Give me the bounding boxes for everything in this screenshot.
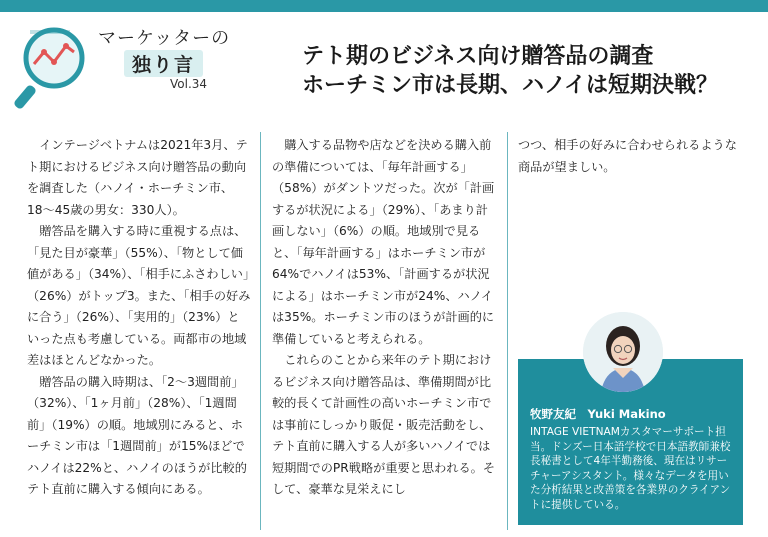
author-name: 牧野友紀 Yuki Makino: [530, 407, 666, 421]
series-title: マーケッターの: [98, 28, 231, 49]
article-column-1: [27, 135, 251, 501]
author-bio: INTAGE VIETNAMカスタマーサポート担当。ドンズー日本語学校で日本語教師兼校長秘書として4年半勤務後、現在はリサーチャーアシスタント。様々なデータを用いた分析結果と改善策を各業界のクライアントに提供している。: [530, 426, 731, 511]
paragraph: 購入する品物や店などを決める購入前の準備については、「毎年計画する」（58%）がダントツだった。次が「計画するが状況による」（29%）、「あまり計画しない」（6%）の順。地域別で見ると、「毎年計画する」はホーチミン市が64%でハノイは53%、「計画するが状況による」はホーチミン市が24%、ハノイは35%。ホーチミン市のほうが計画的に準備していると考えられる。: [272, 138, 495, 346]
series-subtitle: 独り言: [124, 50, 203, 77]
column-divider: [260, 132, 261, 530]
paragraph: これらのことから来年のテト期におけるビジネス向け贈答品は、準備期間が比較的長くて計画性の高いホーチミン市では事前にしっかり販促・販売活動をし、テト直前に購入する人が多いハノイでは短期間でのPR戦略が重要と思われる。そして、豪華な見栄えにし: [272, 353, 496, 496]
column-divider: [507, 132, 508, 530]
headline-line-2: ホーチミン市は長期、ハノイは短期決戦？: [302, 73, 719, 98]
author-photo: [583, 312, 663, 392]
top-accent-bar: [0, 0, 768, 12]
paragraph: インテージベトナムは2021年3月、テト期におけるビジネス向け贈答品の動向を調査した（ハノイ・ホーチミン市、18〜45歳の男女：330人）。: [27, 138, 248, 217]
article-column-2: [272, 135, 498, 501]
paragraph: 贈答品の購入時期は、「2〜3週間前」（32%）、「1ヶ月前」（28%）、「1週間前」（19%）の順。地域別にみると、ホーチミン市は「1週間前」が15%ほどでハノイは22%と、ハノイのほうが比較的テト直前に購入する傾向にある。: [27, 374, 247, 496]
series-volume: Vol.34: [170, 77, 208, 91]
magnifier-chart-icon: [8, 22, 108, 114]
article-column-3: [518, 135, 744, 178]
article-headline: [302, 42, 752, 100]
author-portrait-icon: [583, 312, 663, 392]
paragraph: 贈答品を購入する時に重視する点は、「見た目が豪華」（55%）、「物として価値がある」（34%）、「相手にふさわしい」（26%）がトップ3。また、「相手の好みに合う」（26%）、「実用的」（23%）といった点も考慮している。両都市の地域差はほとんどなかった。: [27, 224, 251, 367]
paragraph: つつ、相手の好みに合わせられるような商品が望ましい。: [518, 138, 737, 174]
headline-line-1: テト期のビジネス向け贈答品の調査: [302, 44, 654, 69]
